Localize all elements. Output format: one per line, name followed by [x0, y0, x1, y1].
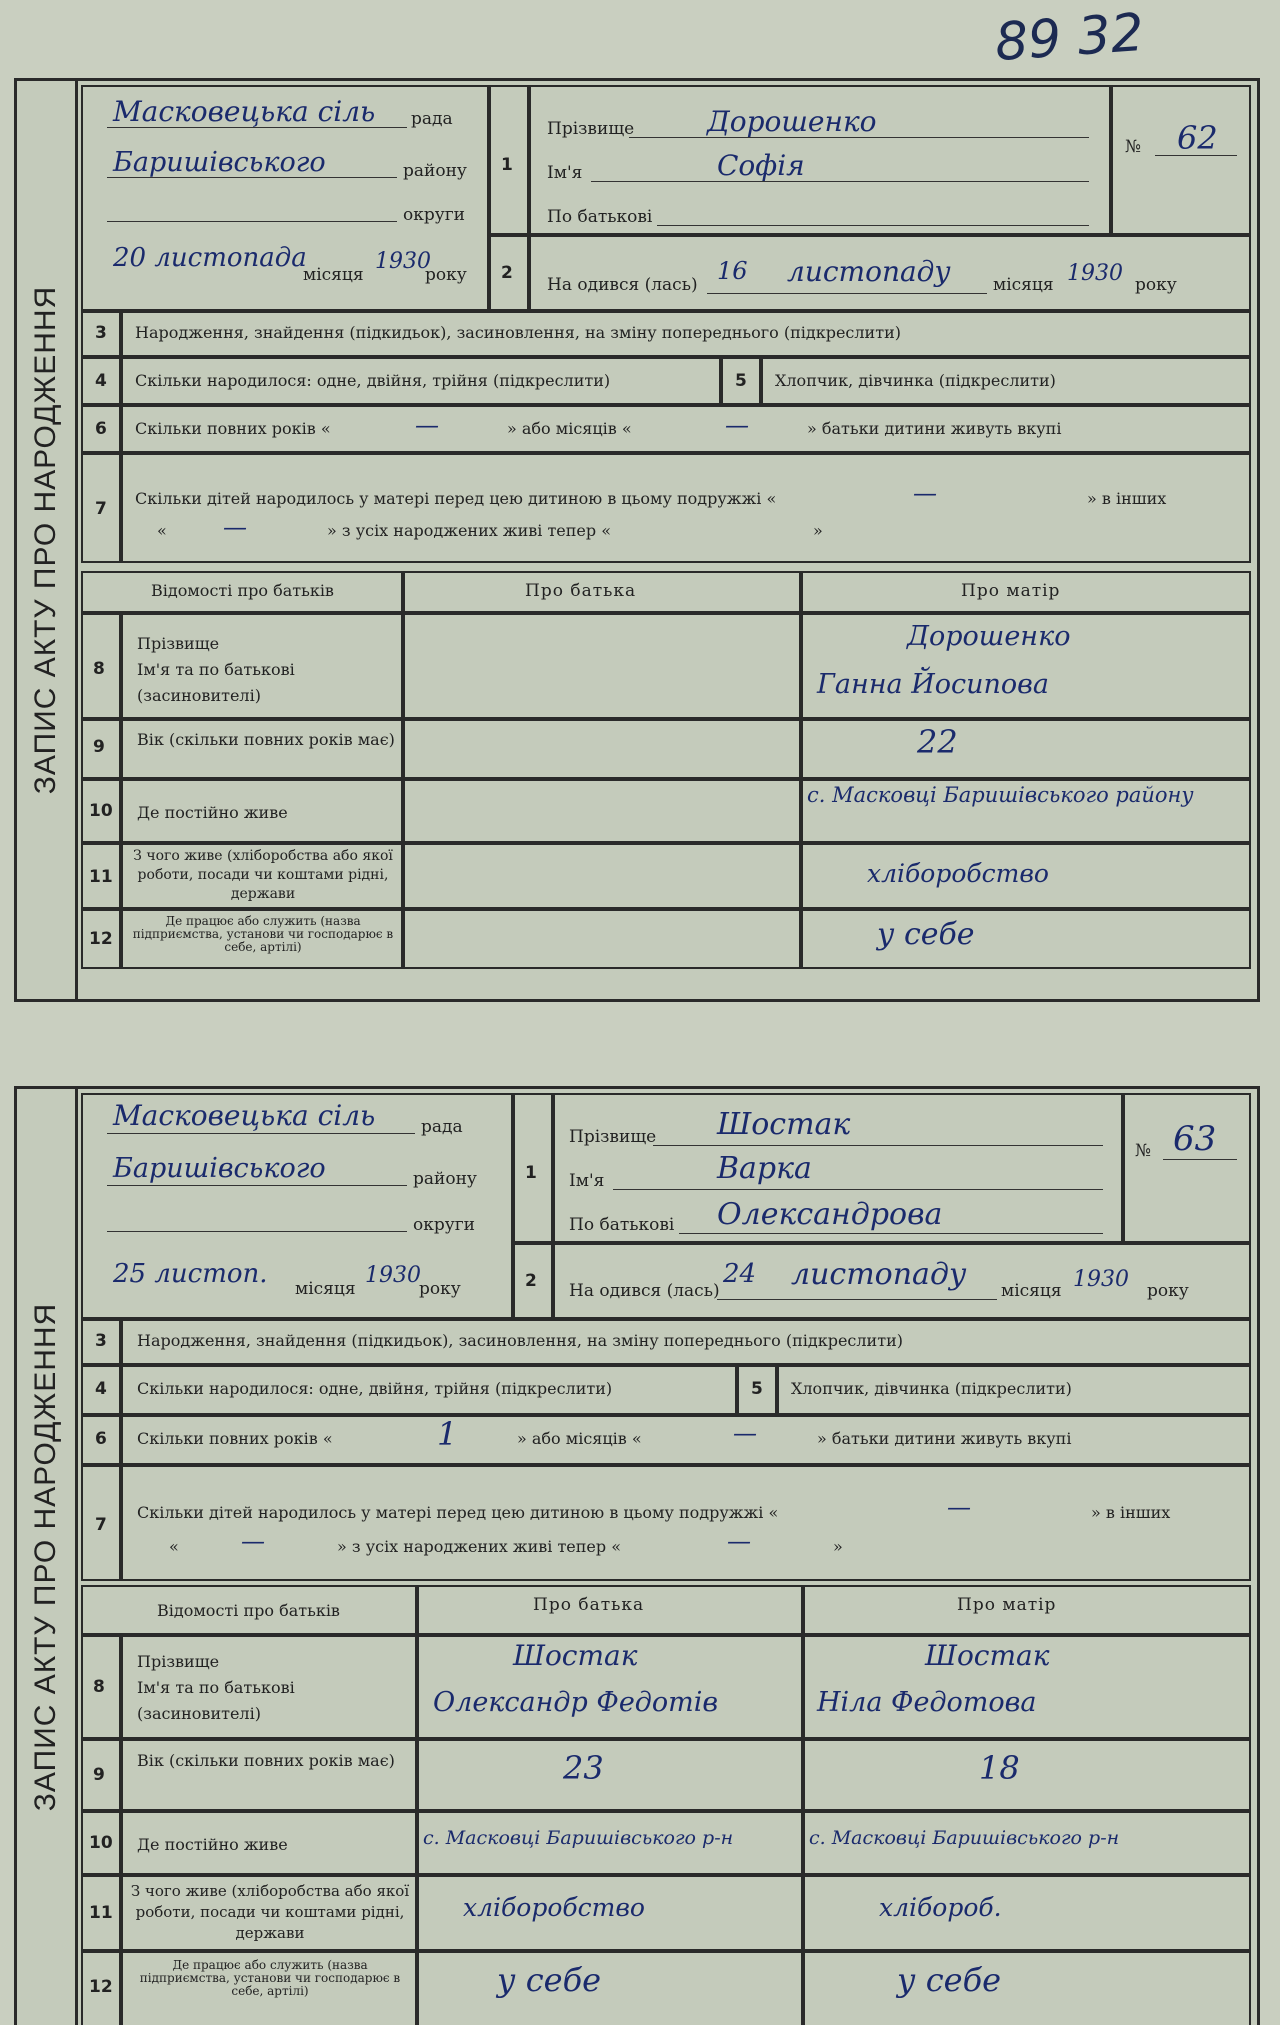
children-before-value: —: [913, 479, 937, 507]
registration-year-value: 1930: [375, 249, 431, 274]
father-surname-value: Шостак: [513, 1639, 638, 1672]
okrug-label: округи: [403, 205, 465, 225]
mother-name-value: Ніла Федотова: [817, 1687, 1037, 1718]
side-title: ЗАПИС АКТУ ПРО НАРОДЖЕННЯ: [17, 81, 78, 999]
birth-month-value: листопаду: [791, 1257, 967, 1292]
mother-work-value: у себе: [897, 1961, 1002, 1999]
district-value: Баришівського: [113, 147, 326, 178]
mother-name-value: Ганна Йосипова: [817, 669, 1049, 700]
record-number-value: 63: [1173, 1119, 1217, 1159]
birth-year-value: 1930: [1073, 1267, 1129, 1292]
mother-age-value: 22: [917, 723, 958, 761]
child-surname-value: Дорошенко: [707, 105, 877, 138]
father-occupation-value: хліборобство: [463, 1893, 645, 1922]
patronymic-label: По батькові: [547, 207, 653, 227]
misyatsia-label: місяця: [303, 265, 364, 285]
side-title: ЗАПИС АКТУ ПРО НАРОДЖЕННЯ: [17, 1089, 78, 2025]
mother-occupation-value: хліборобство: [867, 859, 1049, 888]
years-together-value: —: [415, 411, 439, 439]
mother-work-value: у себе: [877, 917, 975, 952]
number-box: [1123, 1093, 1251, 1243]
child-name-value: Софія: [717, 149, 805, 182]
registration-date-value: 20 листопада: [113, 243, 307, 273]
children-other-value: —: [223, 513, 247, 541]
name-label: Ім'я: [547, 163, 583, 183]
children-before-value: —: [947, 1493, 971, 1521]
mother-occupation-value: хлібороб.: [879, 1893, 1002, 1922]
rada-label: рада: [411, 109, 453, 129]
mother-age-value: 18: [979, 1749, 1020, 1787]
number-box: [1111, 85, 1251, 235]
roku-label: року: [425, 265, 467, 285]
months-together-value: —: [725, 411, 749, 439]
registration-year-value: 1930: [365, 1263, 421, 1288]
birth-record-form-62: ЗАПИС АКТУ ПРО НАРОДЖЕННЯ Масковецька сіль рада Баришівського району округи 20 листопада місяця 1930 року 1 2 Прізвище Дорошенко Ім'я Софія По батькові № 62 На одився (лась) 16 листопаду місяця 1930 року 3 Народження, знайдення (підкидьок), засиновлення, на зміну попереднього (підкреслити) 4 Скільки народилося: одне, двійня, трійня (підкреслити) 5 Хлопчик, дівчинка (підкреслити) 6 Скільки повних років « — » або місяців « — » батьки дитини живуть вкупі 7 Скільки дітей народилось у матері перед цею дитиною в цьому подружжі « — » в інших « — » з усіх народжених живі тепер « » Відомості про батьків Про батька Про матір 8 Прізвище Ім'я та по батькові (засиновителі) Дорошенко Ганна Йосипова 9 Вік (скільки повних років має) 22 10 Де постійно живе с. Масковці Баришівського району 11 З чого живе (хліборобства або якої роботи, посади чи коштами рідні, держави хліборобство 12 Де працює або служить (назва підприємства, установи чи господарює в себе, артілі) у себе: [14, 78, 1260, 1002]
birth-year-value: 1930: [1067, 261, 1123, 286]
mother-surname-value: Дорошенко: [907, 621, 1071, 652]
birth-day-value: 24: [723, 1259, 757, 1289]
birth-month-value: листопаду: [787, 255, 951, 288]
surname-label: Прізвище: [547, 119, 635, 139]
months-together-value: —: [733, 1419, 757, 1447]
father-work-value: у себе: [497, 1961, 602, 1999]
birth-day-value: 16: [717, 257, 748, 285]
raion-label: району: [403, 161, 467, 181]
child-name-value: Варка: [717, 1151, 812, 1186]
mother-surname-value: Шостак: [925, 1639, 1050, 1672]
children-alive-value: —: [727, 1527, 751, 1555]
child-surname-value: Шостак: [717, 1107, 851, 1142]
mother-residence-value: с. Масковці Баришівського району: [807, 783, 1194, 807]
record-number-value: 62: [1177, 119, 1218, 157]
village-value: Масковецька сіль: [113, 1099, 376, 1132]
row3-text: Народження, знайдення (підкидьок), засиновлення, на зміну попереднього (підкреслити): [135, 323, 901, 342]
district-value: Баришівського: [113, 1153, 326, 1184]
village-value: Масковецька сіль: [113, 95, 376, 128]
children-other-value: —: [241, 1527, 265, 1555]
registration-date-value: 25 листоп.: [113, 1259, 268, 1289]
years-together-value: 1: [437, 1415, 458, 1453]
mother-residence-value: с. Масковці Баришівського р-н: [809, 1827, 1120, 1849]
father-age-value: 23: [563, 1749, 604, 1787]
child-patronymic-value: Олександрова: [717, 1197, 943, 1232]
father-name-value: Олександр Федотів: [433, 1687, 719, 1718]
father-residence-value: с. Масковці Баришівського р-н: [423, 1827, 734, 1849]
page-number: 89 32: [993, 2, 1146, 74]
birth-record-form-63: ЗАПИС АКТУ ПРО НАРОДЖЕННЯ Масковецька сіль рада Баришівського району округи 25 листоп. місяця 1930 року 1 2 Прізвище Шостак Ім'я Варка По батькові Олександрова № 63 На одився (лась) 24 листопаду місяця 1930 року 3 Народження, знайдення (підкидьок), засиновлення, на зміну попереднього (підкреслити) 4 Скільки народилося: одне, двійня, трійня (підкреслити) 5 Хлопчик, дівчинка (підкреслити) 6 Скільки повних років « 1 » або місяців « — » батьки дитини живуть вкупі 7 Скільки дітей народилось у матері перед цею дитиною в цьому подружжі « — » в інших « — » з усіх народжених живі тепер « — » Відомості про батьків Про батька Про матір 8 Прізвище Ім'я та по батькові (засиновителі) Шостак Олександр Федотів Шостак Ніла Федотова 9 Вік (скільки повних років має) 23 18 10 Де постійно живе с. Масковці Баришівського р-н с. Масковці Баришівського р-н 11 З чого живе (хліборобства або якої роботи, посади чи коштами рідні, держави хліборобство хлібороб. 12 Де працює або служить (назва підприємства, установи чи господарює в себе, артілі) у себе у себе: [14, 1086, 1260, 2025]
